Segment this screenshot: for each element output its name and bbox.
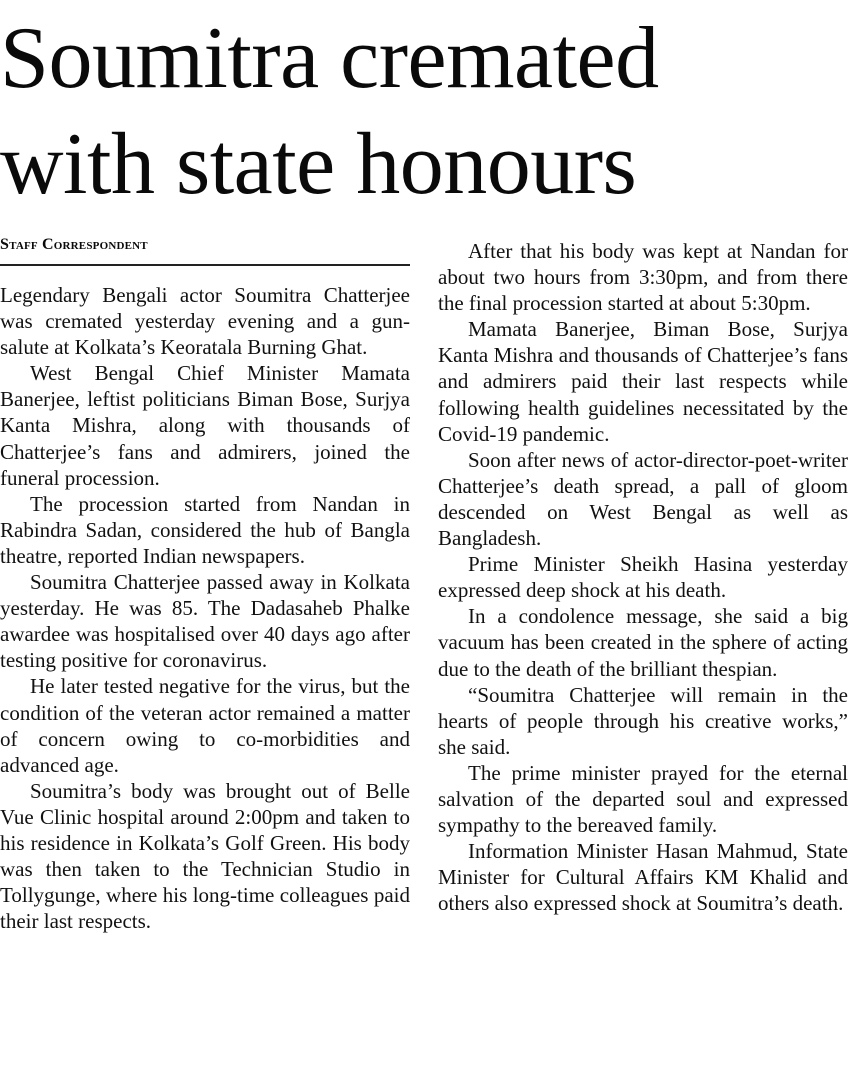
paragraph: West Bengal Chief Minister Mamata Banerjee, leftist politicians Biman Bose, Surjya Kanta Mishra, along with thousands of Chatterjee’s fans and admirers, joined the funeral procession. xyxy=(0,361,410,490)
article-column-right xyxy=(438,238,848,916)
paragraph: “Soumitra Chatterjee will remain in the hearts of people through his creative works,” she said. xyxy=(438,682,848,759)
paragraph: Legendary Bengali actor Soumitra Chatterjee was cremated yesterday evening and a gun-salute at Kolkata’s Keoratala Burning Ghat. xyxy=(0,283,410,360)
byline: Staff Correspondent xyxy=(0,236,148,253)
headline-line-1: Soumitra cremated xyxy=(0,10,659,107)
paragraph: The prime minister prayed for the eternal salvation of the departed soul and expressed sympathy to the bereaved family. xyxy=(438,760,848,838)
headline-line-2: with state honours xyxy=(0,116,637,213)
paragraph: After that his body was kept at Nandan for about two hours from 3:30pm, and from there the final procession started at about 5:30pm. xyxy=(438,239,848,316)
paragraph: Prime Minister Sheikh Hasina yesterday expressed deep shock at his death. xyxy=(438,552,848,603)
paragraph: In a condolence message, she said a big vacuum has been created in the sphere of acting due to the death of the brilliant thespian. xyxy=(438,604,848,681)
paragraph: Soumitra’s body was brought out of Belle Vue Clinic hospital around 2:00pm and taken to his residence in Kolkata’s Golf Green. His body was then taken to the Technician Studio in Tollygunge, where his long-time colleagues paid their last respects. xyxy=(0,778,410,934)
paragraph: Soon after news of actor-director-poet-writer Chatterjee’s death spread, a pall of gloom descended on West Bengal as well as Bangladesh. xyxy=(438,447,848,551)
paragraph: Information Minister Hasan Mahmud, State Minister for Cultural Affairs KM Khalid and others also expressed shock at Soumitra’s death. xyxy=(438,839,848,916)
headline xyxy=(0,0,848,218)
byline-divider xyxy=(0,264,410,266)
paragraph: The procession started from Nandan in Rabindra Sadan, considered the hub of Bangla theatre, reported Indian newspapers. xyxy=(0,491,410,568)
article-column-left xyxy=(0,282,410,934)
paragraph: Mamata Banerjee, Biman Bose, Surjya Kanta Mishra and thousands of Chatterjee’s fans and admirers paid their last respects while following health guidelines necessitated by the Covid-19 pandemic. xyxy=(438,317,848,446)
paragraph: Soumitra Chatterjee passed away in Kolkata yesterday. He was 85. The Dadasaheb Phalke awardee was hospitalised over 40 days ago after testing positive for coronavirus. xyxy=(0,570,410,673)
paragraph: He later tested negative for the virus, but the condition of the veteran actor remained a matter of concern owing to co-morbidities and advanced age. xyxy=(0,674,410,777)
